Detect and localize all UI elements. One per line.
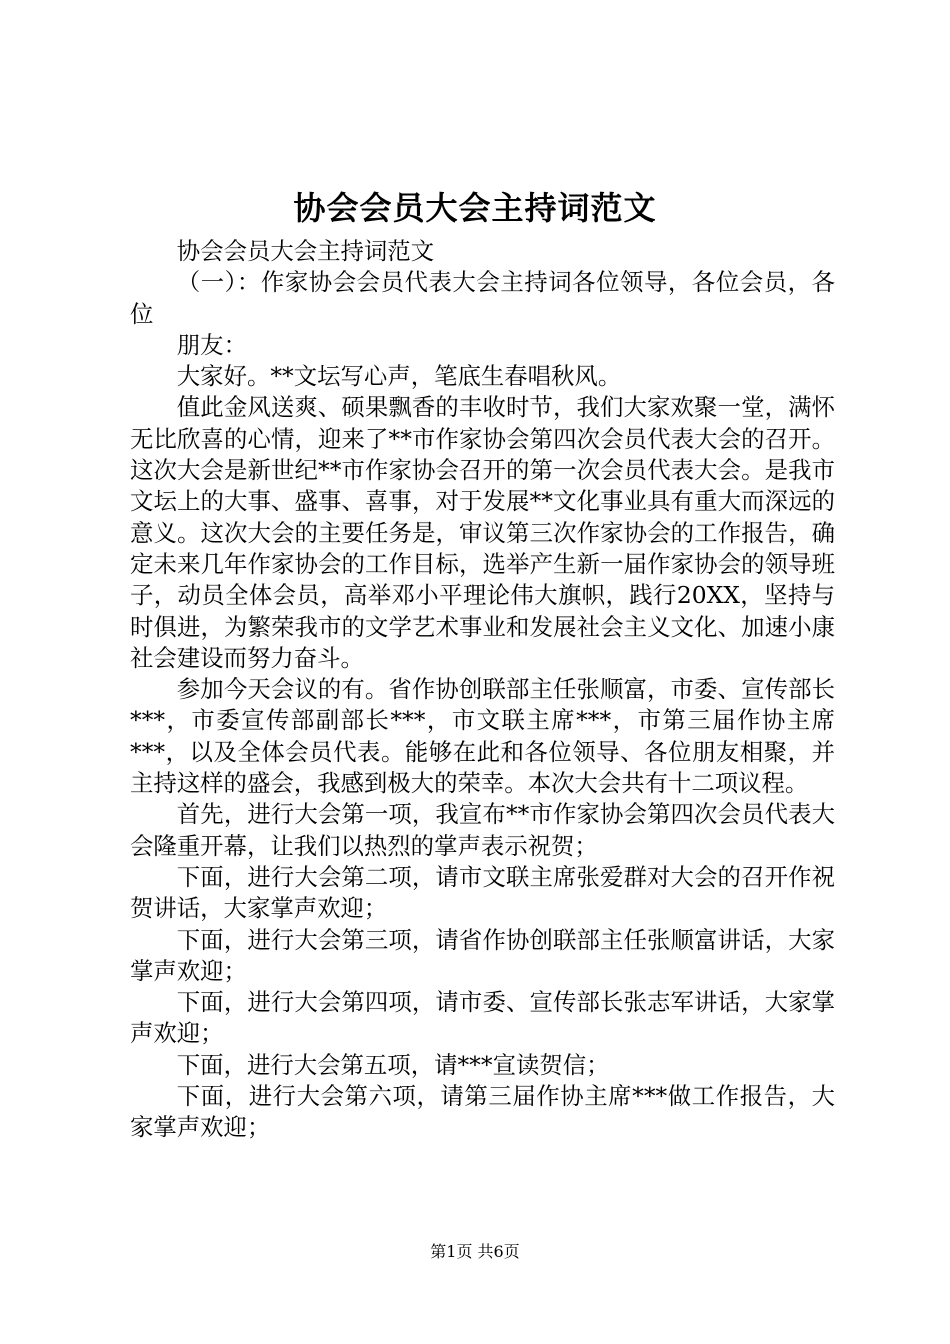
paragraph: 下面，进行大会第三项，请省作协创联部主任张顺富讲话，大家掌声欢迎；	[130, 925, 835, 985]
paragraph: 朋友：	[176, 330, 247, 359]
document-body	[130, 236, 835, 1144]
paragraph: 下面，进行大会第二项，请市文联主席张爱群对大会的召开作祝贺讲话，大家掌声欢迎；	[130, 862, 835, 923]
document-title: 协会会员大会主持词范文	[293, 189, 657, 227]
paragraph: 下面，进行大会第六项，请第三届作协主席***做工作报告，大家掌声欢迎；	[130, 1082, 835, 1142]
paragraph: 首先，进行大会第一项，我宣布**市作家协会第四次会员代表大会隆重开幕，让我们以热烈的掌声表示祝贺；	[130, 800, 835, 860]
paragraph: 大家好。**文坛写心声，笔底生春唱秋风。	[176, 362, 622, 391]
paragraph: 协会会员大会主持词范文	[176, 237, 435, 265]
paragraph: （一）：作家协会会员代表大会主持词各位领导，各位会员，各位	[130, 268, 835, 328]
page-footer: 第1页 共6页	[430, 1242, 520, 1261]
paragraph: 下面，进行大会第五项，请***宣读贺信；	[176, 1050, 610, 1079]
paragraph: 参加今天会议的有。省作协创联部主任张顺富，市委、宣传部长***，市委宣传部副部长***，市文联主席***，市第三届作协主席***，以及全体会员代表。能够在此和各位领导、各位朋友相聚，并主持这样的盛会，我感到极大的荣幸。本次大会共有十二项议程。	[130, 675, 835, 798]
paragraph: 下面，进行大会第四项，请市委、宣传部长张志军讲话，大家掌声欢迎；	[130, 988, 835, 1048]
paragraph: 值此金风送爽、硕果飘香的丰收时节，我们大家欢聚一堂，满怀无比欣喜的心情，迎来了**市作家协会第四次会员代表大会的召开。这次大会是新世纪**市作家协会召开的第一次会员代表大会。是我市文坛上的大事、盛事、喜事，对于发展**文化事业具有重大而深远的意义。这次大会的主要任务是，审议第三次作家协会的工作报告，确定未来几年作家协会的工作目标，选举产生新一届作家协会的领导班子，动员全体会员，高举邓小平理论伟大旗帜，践行20XX，坚持与时俱进，为繁荣我市的文学艺术事业和发展社会主义文化、加速小康社会建设而努力奋斗。	[130, 393, 835, 672]
